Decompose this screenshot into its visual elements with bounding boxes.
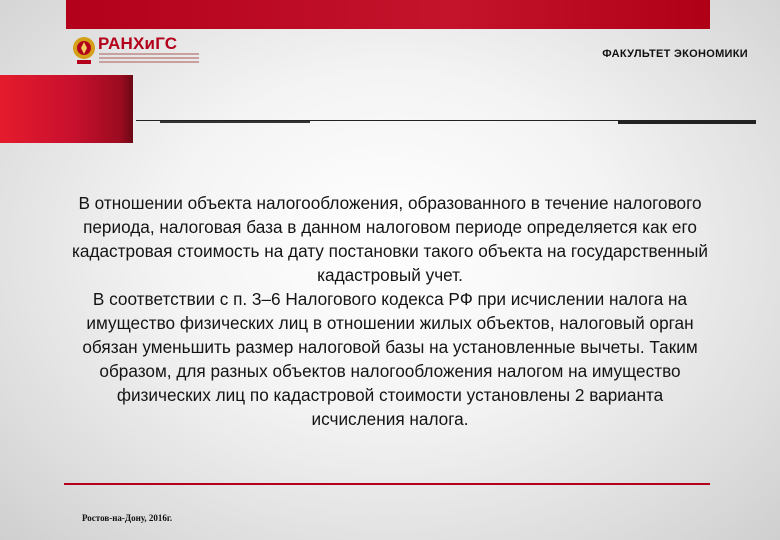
header-divider-accent-right — [618, 121, 756, 124]
red-side-block — [0, 75, 133, 143]
paragraph-2: В соответствии с п. 3–6 Налогового кодекса РФ при исчислении налога на имущество физических лиц в отношении жилых объектов, налоговый орган обязан уменьшить размер налоговой базы на установленные вычеты. Таким образом, для разных объектов налогообложения налогом на имущество физических лиц по кадастровой стоимости установлены 2 варианта исчисления налога. — [82, 289, 698, 429]
paragraph-1: В отношении объекта налогообложения, образованного в течение налогового периода, налоговая база в данном налоговом периоде определяется как его кадастровая стоимость на дату постановки такого объекта на государственный кадастровый учет. — [72, 193, 708, 285]
footer-divider — [64, 483, 710, 485]
faculty-title: ФАКУЛЬТЕТ ЭКОНОМИКИ — [602, 48, 748, 60]
logo-subtitle-lines — [99, 53, 199, 65]
footer-location-year: Ростов-на-Дону, 2016г. — [82, 513, 173, 523]
emblem-icon — [72, 34, 96, 66]
header-divider-accent-left — [160, 121, 310, 123]
slide-body — [70, 191, 710, 431]
ranepa-logo — [72, 34, 232, 68]
logo-text: РАНХиГС — [98, 34, 178, 53]
top-accent-bar — [66, 0, 710, 29]
